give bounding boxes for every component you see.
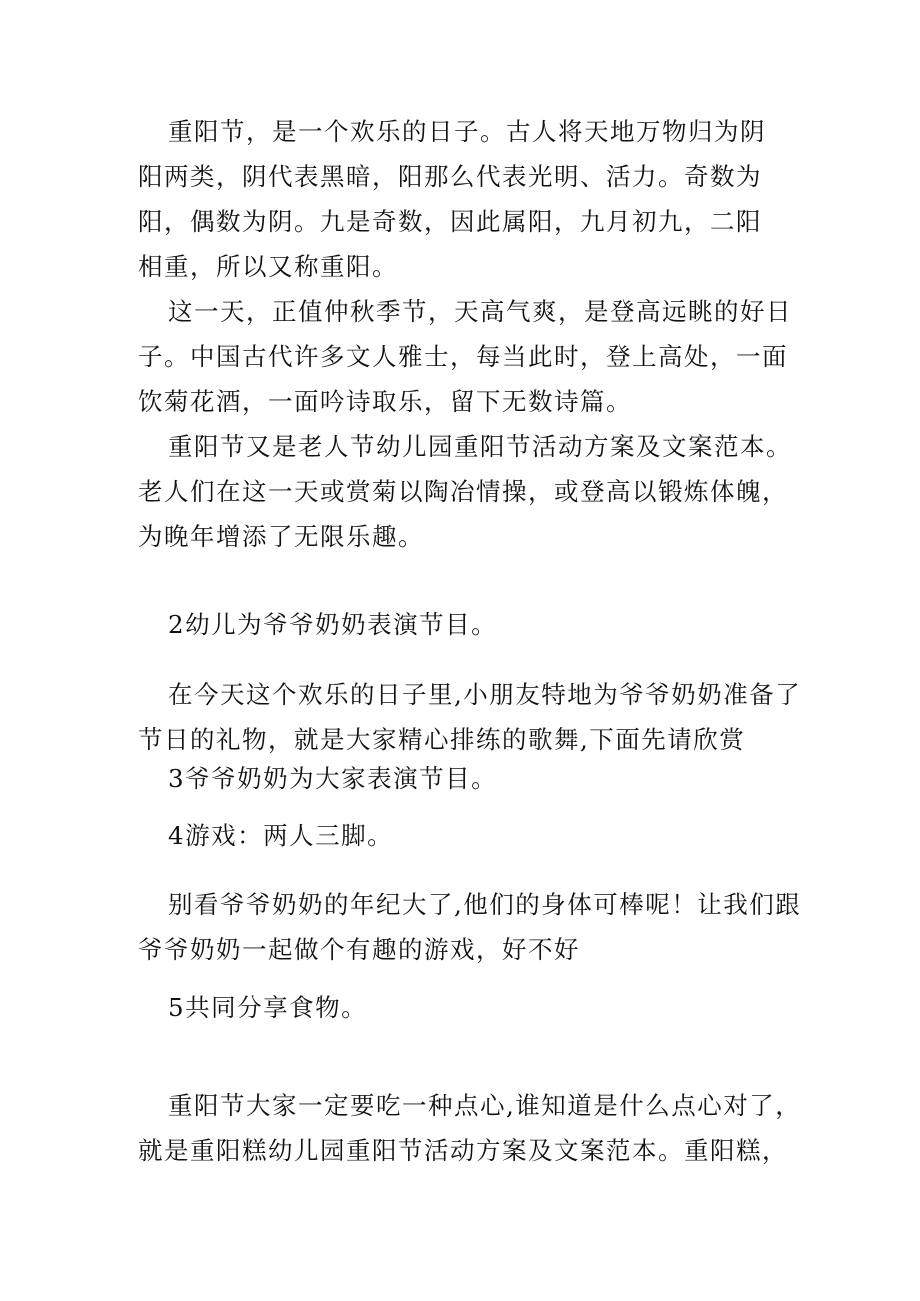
paragraph-step-3: 3爷爷奶奶为大家表演节目。 [168, 764, 498, 793]
paragraph-step-4: 4游戏：两人三脚。 [168, 821, 394, 850]
paragraph-mid-autumn: 这一天，正值仲秋季节，天高气爽，是登高远眺的好日子。中国古代许多文人雅士，每当此时，登上高处，一面饮菊花酒，一面吟诗取乐，留下无数诗篇。 [138, 297, 792, 416]
paragraph-game: 别看爷爷奶奶的年纪大了,他们的身体可棒呢！让我们跟爷爷奶奶一起做个有趣的游戏，好不好 [138, 890, 802, 964]
paragraph-origin: 重阳节，是一个欢乐的日子。古人将天地万物归为阴阳两类，阴代表黑暗，阳那么代表光明、活力。奇数为阳，偶数为阴。九是奇数，因此属阳，九月初九，二阳相重，所以又称重阳。 [138, 117, 766, 281]
paragraph-children-performance: 在今天这个欢乐的日子里,小朋友特地为爷爷奶奶准备了节日的礼物，就是大家精心排练的歌舞,下面先请欣赏 [138, 680, 802, 754]
paragraph-step-2: 2幼儿为爷爷奶奶表演节目。 [168, 610, 498, 639]
paragraph-cake: 重阳节大家一定要吃一种点心,谁知道是什么点心对了，就是重阳糕幼儿园重阳节活动方案及文案范本。重阳糕， [138, 1091, 802, 1165]
paragraph-elders-day: 重阳节又是老人节幼儿园重阳节活动方案及文案范本。老人们在这一天或赏菊以陶冶情操，或登高以锻炼体魄，为晚年增添了无限乐趣。 [138, 432, 792, 551]
paragraph-step-5: 5共同分享食物。 [168, 993, 368, 1022]
